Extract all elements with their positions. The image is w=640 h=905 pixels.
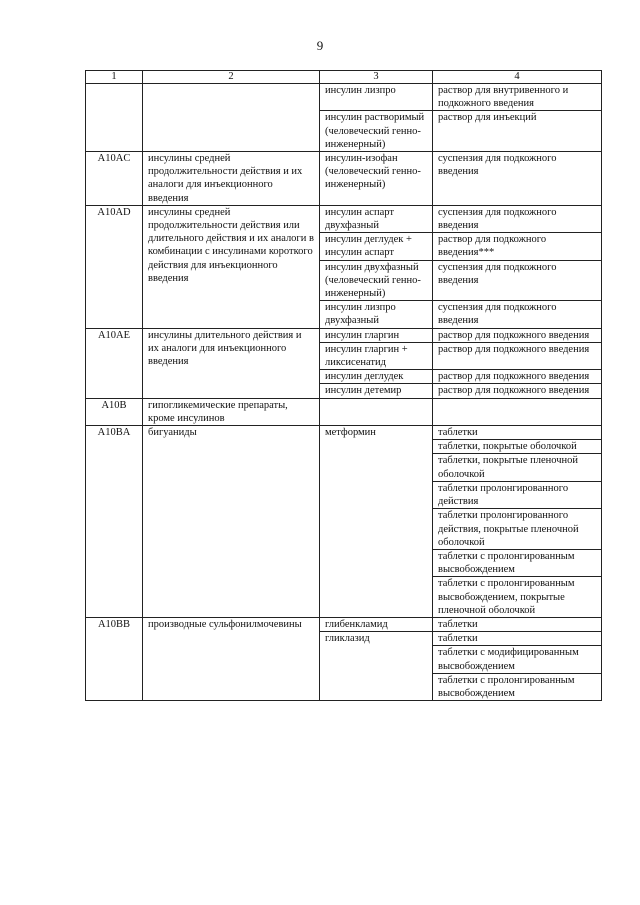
dosage-form-cell: таблетки пролонгированного действия, покрытые пленочной оболочкой [433,509,602,550]
dosage-form-cell: раствор для подкожного введения*** [433,233,602,260]
drug-name-cell: метформин [320,426,433,618]
drug-name-cell: глибенкламид [320,617,433,631]
dosage-form-cell: раствор для подкожного введения [433,328,602,342]
header-col-2: 2 [143,71,320,84]
dosage-form-cell: таблетки пролонгированного действия [433,481,602,508]
drug-name-cell: инсулин лизпро [320,84,433,111]
anatomical-group-cell: инсулины средней продолжительности действия и их аналоги для инъекционного введения [143,152,320,206]
atc-code-cell: A10AC [86,152,143,206]
table-row [86,328,602,342]
anatomical-group-cell: производные сульфонилмочевины [143,617,320,700]
header-col-4: 4 [433,71,602,84]
header-col-1: 1 [86,71,143,84]
dosage-form-cell: таблетки [433,617,602,631]
anatomical-group-cell: инсулины длительного действия и их аналоги для инъекционного введения [143,328,320,398]
table-row [86,205,602,232]
table-row [86,426,602,440]
anatomical-group-cell: бигуаниды [143,426,320,618]
atc-code-cell: A10BA [86,426,143,618]
anatomical-group-cell [143,84,320,152]
table-row [86,152,602,206]
dosage-form-cell: таблетки, покрытые пленочной оболочкой [433,454,602,481]
dosage-form-cell: раствор для внутривенного и подкожного введения [433,84,602,111]
table-row [86,84,602,111]
dosage-form-cell: таблетки с пролонгированным высвобождением [433,673,602,700]
dosage-form-cell: суспензия для подкожного введения [433,260,602,301]
dosage-form-cell: таблетки [433,632,602,646]
page-number: 9 [316,38,324,53]
drug-list-table [85,70,602,701]
table-row [86,617,602,631]
atc-code-cell: A10B [86,398,143,425]
dosage-form-cell: таблетки с модифицированным высвобождением [433,646,602,673]
drug-name-cell: инсулин гларгин [320,328,433,342]
dosage-form-cell: таблетки с пролонгированным высвобождением [433,549,602,576]
dosage-form-cell: суспензия для подкожного введения [433,205,602,232]
atc-code-cell: A10AD [86,205,143,328]
atc-code-cell: A10BB [86,617,143,700]
drug-name-cell: инсулин двухфазный (человеческий генно-инженерный) [320,260,433,301]
dosage-form-cell: раствор для подкожного введения [433,384,602,398]
anatomical-group-cell: гипогликемические препараты, кроме инсулинов [143,398,320,425]
atc-code-cell [86,84,143,152]
dosage-form-cell: раствор для инъекций [433,111,602,152]
dosage-form-cell [433,398,602,425]
drug-name-cell: инсулин детемир [320,384,433,398]
header-col-3: 3 [320,71,433,84]
drug-name-cell: инсулин аспарт двухфазный [320,205,433,232]
dosage-form-cell: таблетки [433,426,602,440]
table-row [86,398,602,425]
drug-name-cell: гликлазид [320,632,433,701]
atc-code-cell: A10AE [86,328,143,398]
dosage-form-cell: таблетки, покрытые оболочкой [433,440,602,454]
anatomical-group-cell: инсулины средней продолжительности действия или длительного действия и их аналоги в комбинации с инсулинами короткого действия для инъекционного введения [143,205,320,328]
drug-name-cell [320,398,433,425]
drug-name-cell: инсулин растворимый (человеческий генно-инженерный) [320,111,433,152]
dosage-form-cell: суспензия для подкожного введения [433,301,602,328]
drug-name-cell: инсулин-изофан (человеческий генно-инженерный) [320,152,433,206]
dosage-form-cell: раствор для подкожного введения [433,370,602,384]
dosage-form-cell: суспензия для подкожного введения [433,152,602,206]
dosage-form-cell: раствор для подкожного введения [433,342,602,369]
dosage-form-cell: таблетки с пролонгированным высвобождением, покрытые пленочной оболочкой [433,577,602,618]
drug-name-cell: инсулин деглудек [320,370,433,384]
drug-name-cell: инсулин деглудек + инсулин аспарт [320,233,433,260]
drug-name-cell: инсулин гларгин + ликсисенатид [320,342,433,369]
table-body [86,84,602,701]
table-header-row [86,71,602,84]
drug-name-cell: инсулин лизпро двухфазный [320,301,433,328]
